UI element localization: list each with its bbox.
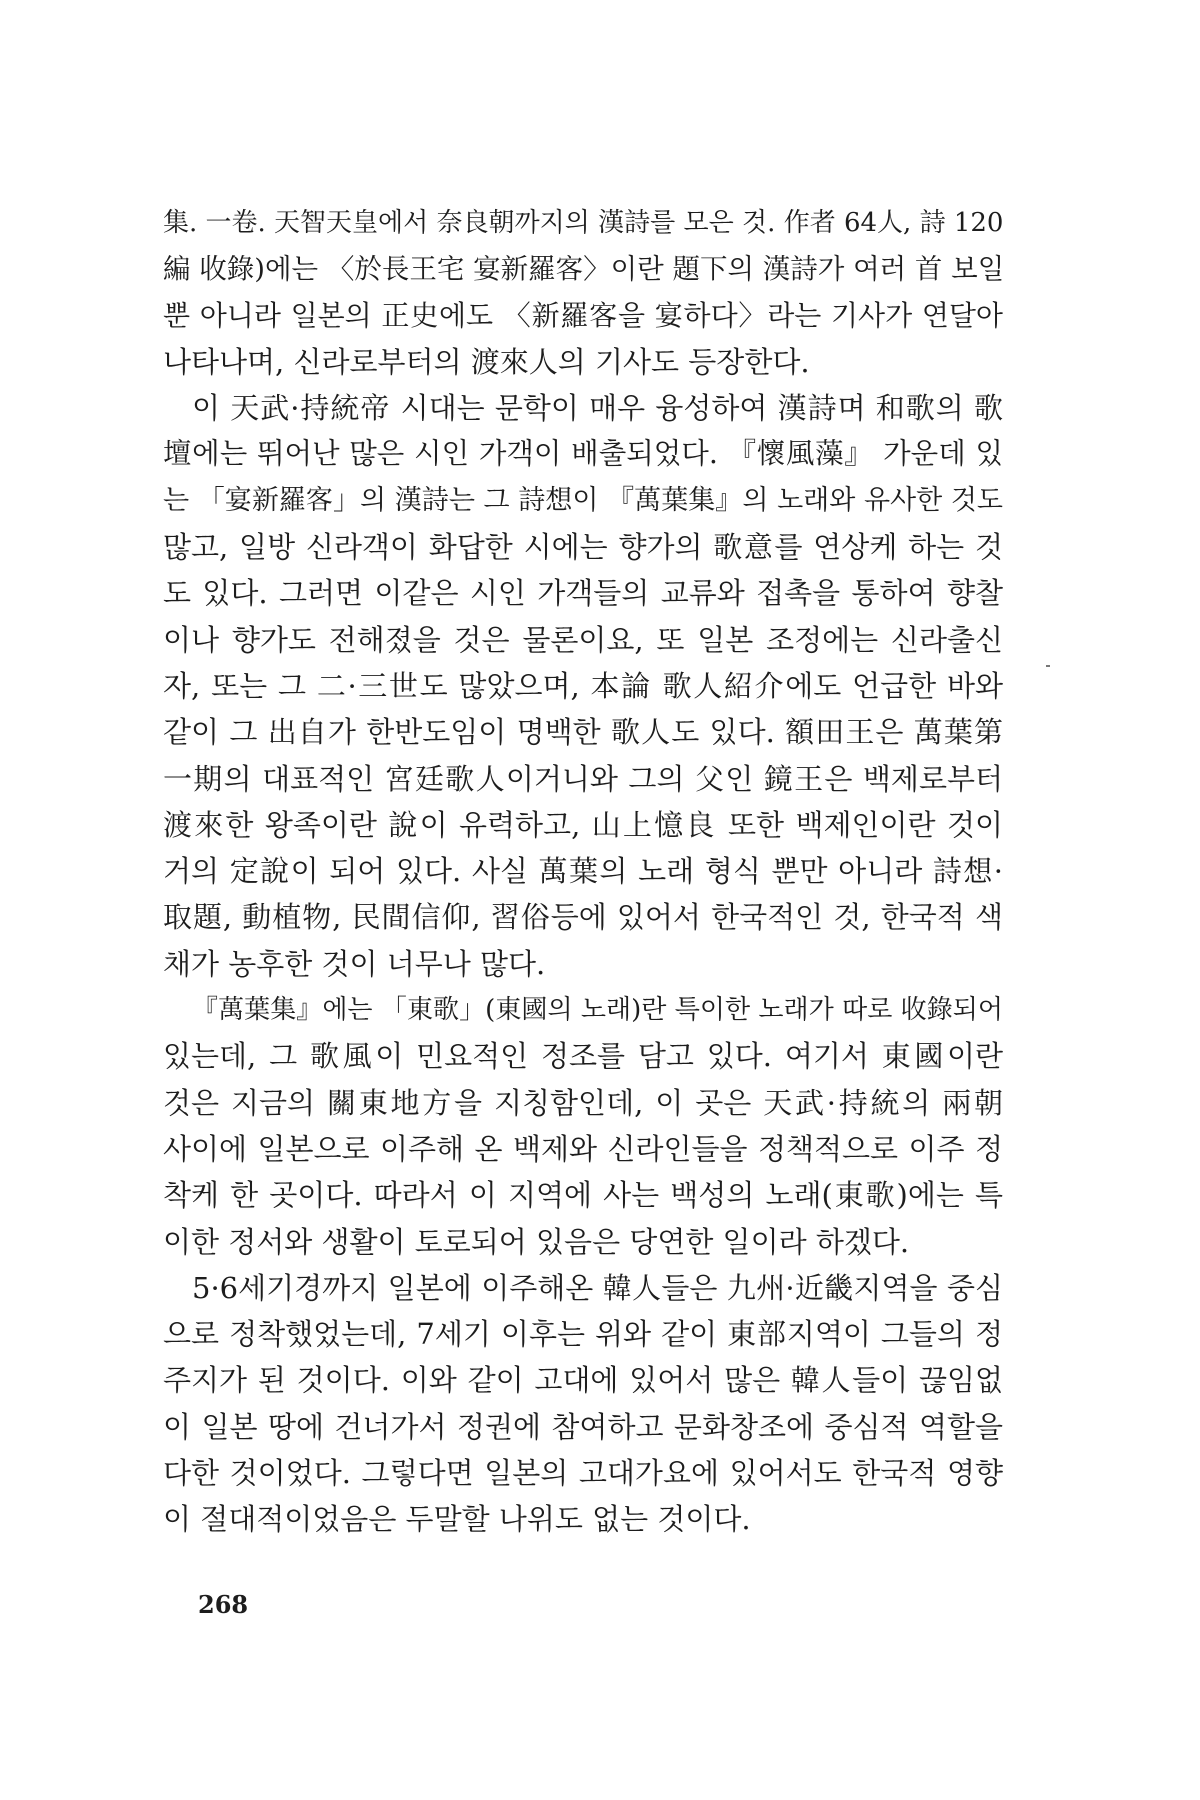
text-line: 渡來한 왕족이란 說이 유력하고, 山上憶良 또한 백제인이란 것이 — [163, 807, 1003, 842]
paragraph — [163, 200, 1003, 385]
text-line: 編 收錄)에는 〈於長王宅 宴新羅客〉이란 題下의 漢詩가 여러 首 보일 — [163, 253, 1005, 286]
text-line: 는 「宴新羅客」의 漢詩는 그 詩想이 『萬葉集』의 노래와 유사한 것도 — [163, 484, 1003, 516]
paragraph — [163, 385, 1003, 987]
margin-mark — [1046, 665, 1050, 667]
text-line: 뿐 아니라 일본의 正史에도 〈新羅客을 宴하다〉라는 기사가 연달아 — [163, 298, 1003, 332]
text-line: 주지가 된 것이다. 이와 같이 고대에 있어서 많은 韓人들이 끊임없 — [163, 1363, 1003, 1398]
text-line: 것은 지금의 關東地方을 지칭함인데, 이 곳은 天武·持統의 兩朝 — [163, 1085, 1003, 1120]
text-line: 착케 한 곳이다. 따라서 이 지역에 사는 백성의 노래(東歌)에는 특 — [163, 1178, 1003, 1213]
text-line: 같이 그 出自가 한반도임이 명백한 歌人도 있다. 額田王은 萬葉第 — [163, 715, 1003, 750]
text-line: 나타나며, 신라로부터의 渡來人의 기사도 등장한다. — [163, 344, 810, 379]
text-line: 자, 또는 그 二·三世도 많았으며, 本論 歌人紹介에도 언급한 바와 — [163, 668, 1003, 703]
text-line: 다한 것이었다. 그렇다면 일본의 고대가요에 있어서도 한국적 영향 — [163, 1456, 1003, 1491]
body-text — [163, 200, 1003, 1543]
text-line: 集. 一卷. 天智天皇에서 奈良朝까지의 漢詩를 모은 것. 作者 64人, 詩 120 — [163, 208, 1004, 238]
text-line: 이나 향가도 전해졌을 것은 물론이요, 또 일본 조정에는 신라출신 — [163, 622, 1003, 657]
text-line: 도 있다. 그러면 이같은 시인 가객들의 교류와 접촉을 통하여 향찰 — [163, 576, 1003, 611]
text-line: 5·6세기경까지 일본에 이주해온 韓人들은 九州·近畿지역을 중심 — [192, 1270, 1003, 1305]
text-line: 으로 정착했었는데, 7세기 이후는 위와 같이 東部지역이 그들의 정 — [163, 1317, 1003, 1352]
text-line: 이 일본 땅에 건너가서 정권에 참여하고 문화창조에 중심적 역할을 — [163, 1409, 1003, 1444]
text-line: 『萬葉集』에는 「東歌」(東國의 노래)란 특이한 노래가 따로 收錄되어 — [192, 995, 1003, 1026]
text-line: 거의 定說이 되어 있다. 사실 萬葉의 노래 형식 뿐만 아니라 詩想· — [163, 854, 1003, 889]
text-line: 壇에는 뛰어난 많은 시인 가객이 배출되었다. 『懷風藻』 가운데 있 — [163, 437, 1003, 471]
text-line: 많고, 일방 신라객이 화답한 시에는 향가의 歌意를 연상케 하는 것 — [163, 530, 1003, 565]
text-line: 이 절대적이었음은 두말할 나위도 없는 것이다. — [163, 1502, 751, 1537]
text-line: 取題, 動植物, 民間信仰, 習俗등에 있어서 한국적인 것, 한국적 색 — [163, 900, 1003, 935]
text-line: 이한 정서와 생활이 토로되어 있음은 당연한 일이라 하겠다. — [163, 1224, 910, 1259]
page-number: 268 — [198, 1590, 249, 1619]
paragraph — [163, 987, 1003, 1265]
text-line: 이 天武·持統帝 시대는 문학이 매우 융성하여 漢詩며 和歌의 歌 — [192, 391, 1003, 426]
text-line: 있는데, 그 歌風이 민요적인 정조를 담고 있다. 여기서 東國이란 — [163, 1039, 1003, 1074]
text-line: 一期의 대표적인 宮廷歌人이거니와 그의 父인 鏡王은 백제로부터 — [163, 761, 1003, 796]
text-line: 채가 농후한 것이 너무나 많다. — [163, 946, 546, 981]
paragraph — [163, 1265, 1003, 1543]
text-line: 사이에 일본으로 이주해 온 백제와 신라인들을 정책적으로 이주 정 — [163, 1131, 1003, 1166]
